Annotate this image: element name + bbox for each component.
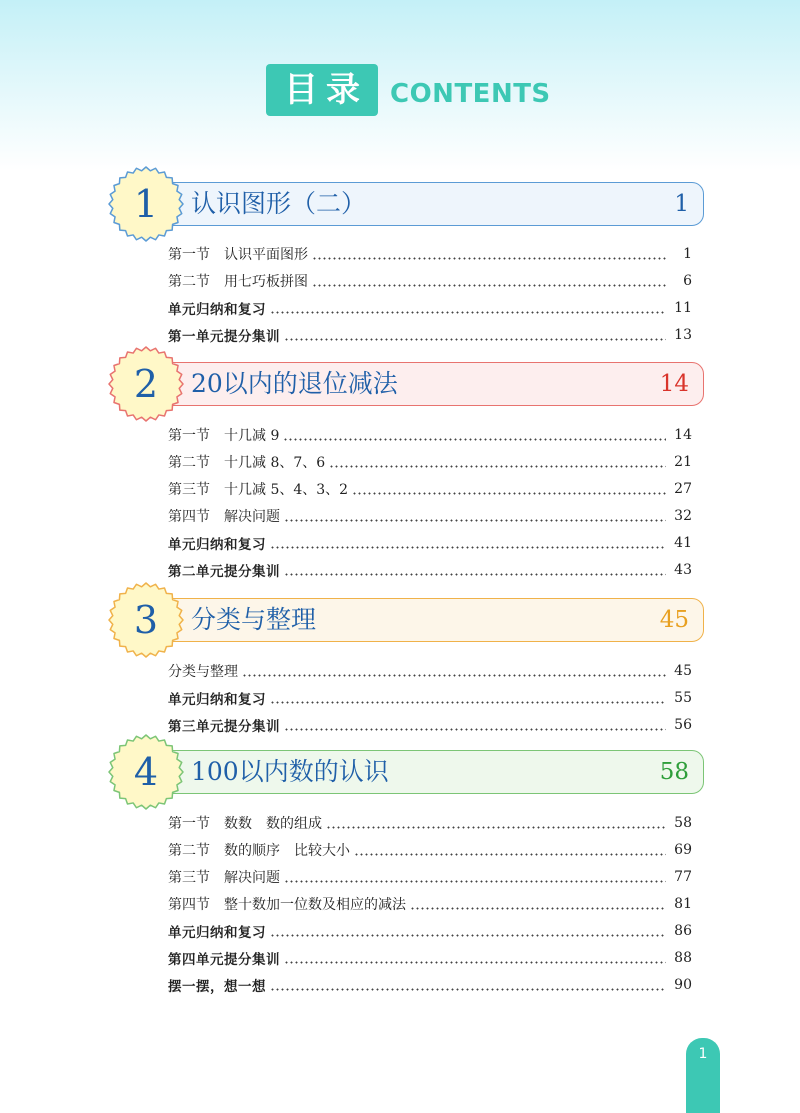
toc-entry-page: 41 — [674, 535, 692, 551]
dot-leader — [284, 880, 666, 883]
unit-page-number: 1 — [674, 191, 689, 217]
toc-entry-page: 77 — [674, 869, 692, 885]
dot-leader — [354, 853, 666, 856]
dot-leader — [312, 284, 666, 287]
unit-number: 1 — [133, 182, 159, 226]
toc-entry[interactable] — [168, 476, 692, 502]
toc-entry[interactable] — [168, 530, 692, 556]
toc-entry-label: 摆一摆，想一想 — [168, 979, 266, 995]
toc-entry-label: 单元归纳和复习 — [168, 302, 266, 318]
toc-entry-label: 第二单元提分集训 — [168, 564, 280, 580]
toc-entry-page: 86 — [674, 923, 692, 939]
toc-entry-page: 88 — [674, 950, 692, 966]
unit-number: 4 — [133, 750, 159, 794]
toc-entry-page: 6 — [683, 273, 692, 289]
toc-entry-label: 第三单元提分集训 — [168, 719, 280, 735]
toc-entry[interactable] — [168, 891, 692, 917]
dot-leader — [284, 728, 666, 731]
dot-leader — [270, 311, 666, 314]
unit-title: 分类与整理 — [191, 605, 317, 634]
toc-entry-label: 第一节 认识平面图形 — [168, 247, 308, 263]
toc-entry[interactable] — [168, 712, 692, 738]
toc-entry-label: 单元归纳和复习 — [168, 692, 266, 708]
toc-entry-page: 45 — [674, 663, 692, 679]
toc-entry-page: 55 — [674, 690, 692, 706]
toc-entry-page: 1 — [683, 246, 692, 262]
toc-entry[interactable] — [168, 945, 692, 971]
dot-leader — [284, 338, 666, 341]
toc-entry-label: 单元归纳和复习 — [168, 925, 266, 941]
toc-entry[interactable] — [168, 322, 692, 348]
toc-entry[interactable] — [168, 557, 692, 583]
toc-entry[interactable] — [168, 295, 692, 321]
unit-page-number: 58 — [659, 759, 689, 785]
unit-page-number: 45 — [659, 607, 689, 633]
unit-number: 2 — [133, 362, 159, 406]
page-number-tab — [686, 1038, 720, 1113]
dot-leader — [283, 438, 666, 441]
toc-subtitle: CONTENTS — [390, 79, 551, 109]
toc-entry-page: 27 — [674, 481, 692, 497]
unit-number-badge — [106, 580, 186, 660]
dot-leader — [326, 826, 666, 829]
unit-title-bar — [156, 182, 704, 226]
toc-entry[interactable] — [168, 685, 692, 711]
toc-entry[interactable] — [168, 837, 692, 863]
toc-entry-label: 第二节 十几减 8、7、6 — [168, 455, 326, 471]
toc-entry-label: 单元归纳和复习 — [168, 537, 266, 553]
unit-title-bar — [156, 598, 704, 642]
toc-entry[interactable] — [168, 918, 692, 944]
toc-entry[interactable] — [168, 268, 692, 294]
dot-leader — [329, 465, 666, 468]
toc-entry-label: 第一节 数数 数的组成 — [168, 816, 322, 832]
dot-leader — [270, 701, 666, 704]
page-number: 1 — [698, 1046, 708, 1062]
toc-title: 目录 — [266, 64, 378, 116]
toc-entry-label: 第一节 十几减 9 — [168, 428, 280, 444]
toc-entry-page: 43 — [674, 562, 692, 578]
toc-entry[interactable] — [168, 972, 692, 998]
toc-entry-page: 58 — [674, 815, 692, 831]
toc-entry-label: 第二节 数的顺序 比较大小 — [168, 843, 350, 859]
unit-number-badge — [106, 732, 186, 812]
dot-leader — [352, 492, 666, 495]
unit-title: 20以内的退位减法 — [191, 369, 398, 398]
toc-entry[interactable] — [168, 449, 692, 475]
toc-entry-page: 21 — [674, 454, 692, 470]
toc-entry[interactable] — [168, 241, 692, 267]
unit-number-badge — [106, 344, 186, 424]
toc-entry[interactable] — [168, 864, 692, 890]
dot-leader — [270, 546, 666, 549]
unit-title-bar — [156, 362, 704, 406]
toc-entry-page: 32 — [674, 508, 692, 524]
dot-leader — [284, 961, 666, 964]
dot-leader — [270, 934, 666, 937]
unit-number: 3 — [133, 598, 159, 642]
toc-entry-page: 69 — [674, 842, 692, 858]
dot-leader — [270, 988, 666, 991]
toc-entry-label: 第四单元提分集训 — [168, 952, 280, 968]
toc-entry-page: 81 — [674, 896, 692, 912]
dot-leader — [284, 519, 666, 522]
toc-entry-page: 11 — [674, 300, 692, 316]
toc-entry-label: 第四节 解决问题 — [168, 509, 280, 525]
unit-page-number: 14 — [659, 371, 689, 397]
unit-title: 认识图形（二） — [191, 189, 367, 218]
toc-entry-page: 14 — [674, 427, 692, 443]
toc-entry[interactable] — [168, 503, 692, 529]
toc-entry-label: 第四节 整十数加一位数及相应的减法 — [168, 897, 406, 913]
toc-entry-label: 第一单元提分集训 — [168, 329, 280, 345]
toc-entry-page: 56 — [674, 717, 692, 733]
toc-entry-page: 13 — [674, 327, 692, 343]
toc-entry-label: 分类与整理 — [168, 664, 238, 680]
toc-entry[interactable] — [168, 810, 692, 836]
toc-entry-label: 第三节 十几减 5、4、3、2 — [168, 482, 349, 498]
dot-leader — [242, 674, 666, 677]
toc-entry-label: 第二节 用七巧板拼图 — [168, 274, 308, 290]
unit-number-badge — [106, 164, 186, 244]
toc-entry-label: 第三节 解决问题 — [168, 870, 280, 886]
unit-title: 100以内数的认识 — [191, 757, 389, 786]
toc-entry[interactable] — [168, 422, 692, 448]
toc-entry-page: 90 — [674, 977, 692, 993]
dot-leader — [312, 257, 666, 260]
dot-leader — [410, 907, 666, 910]
unit-title-bar — [156, 750, 704, 794]
toc-entry[interactable] — [168, 658, 692, 684]
dot-leader — [284, 573, 666, 576]
